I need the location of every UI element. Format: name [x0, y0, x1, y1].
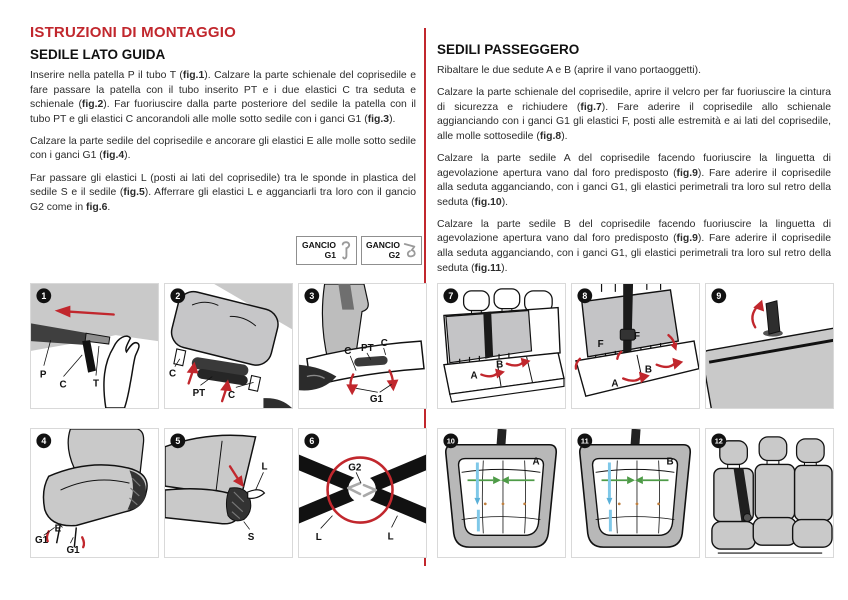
figure-1-label-C: C: [59, 379, 67, 391]
figure-panel-5: [164, 428, 293, 558]
figure-panel-2: [164, 283, 293, 409]
right-column: [437, 42, 831, 284]
hook-legend: [296, 236, 422, 265]
right-paragraph-1: Ribaltare le due sedute A e B (aprire il vano portaoggetti).: [437, 65, 701, 76]
figure-5-illustration: [165, 429, 292, 557]
figure-4-label-G1a: G1: [34, 535, 49, 547]
svg-text:8: 8: [582, 290, 588, 301]
figure-3-illustration: [299, 284, 426, 408]
figure-8-label-A: A: [611, 378, 619, 390]
right-figure-grid: [437, 283, 834, 558]
figure-panel-11: [571, 428, 700, 558]
figure-4-label-E: E: [54, 523, 62, 535]
figure-2-label-C1: C: [168, 368, 177, 380]
figure-panel-10: [437, 428, 566, 558]
figure-3-drawing: [299, 284, 424, 395]
figure-panel-6: [298, 428, 427, 558]
figure-6-illustration: [299, 429, 426, 557]
figure-11-drawing: [580, 429, 690, 547]
figure-7-illustration: [438, 284, 565, 408]
page-title: ISTRUZIONI DI MONTAGGIO: [30, 24, 236, 41]
figure-11-illustration: [572, 429, 699, 557]
figure-5-label-S: S: [247, 532, 255, 544]
figure-12-illustration: [706, 429, 833, 557]
hook-g2-label: GANCIO G2: [366, 240, 400, 260]
figure-6-badge: [304, 433, 319, 448]
figure-2-illustration: [165, 284, 292, 408]
svg-text:1: 1: [41, 290, 47, 301]
figure-6-label-L2: L: [387, 531, 394, 543]
left-paragraph-3: Far passare gli elastici L (posti ai lati del coprisedile) tra le sponde in plastica del sedile S e il sedile (fig.5). Afferrare gli elastici L e agganciarli tra loro con il gancio G2 come in fig.6.: [30, 172, 416, 213]
figure-panel-7: [437, 283, 566, 409]
figure-8-label-F2: F: [634, 331, 641, 343]
figure-3-label-C1: C: [344, 345, 352, 357]
svg-text:9: 9: [716, 290, 722, 301]
figure-10-illustration: [438, 429, 565, 557]
figure-panel-4: [30, 428, 159, 558]
figure-5-label-L: L: [261, 461, 268, 473]
figure-4-illustration: [31, 429, 158, 557]
figure-8-badge: [577, 288, 592, 303]
right-paragraph-4: Calzare la parte sedile B del coprisedile facendo fuoriuscire la linguetta di agevolazione apertura vano dal foro predisposto (fig.9). Fare aderire il coprisedile alla seduta agganciando, con i ganci G1, gli elastici perimetrali tra loro sul retro della seduta (fig.11).: [437, 218, 832, 274]
figure-1-badge: [36, 288, 51, 303]
hook-g1-box: [296, 236, 357, 265]
figure-8-label-F1: F: [597, 338, 604, 350]
figure-panel-9: [705, 283, 834, 409]
figure-10-drawing: [446, 429, 556, 547]
figure-11-badge: [577, 433, 592, 448]
right-section-title: SEDILI PASSEGGERO: [437, 42, 580, 57]
figure-7-badge: [443, 288, 458, 303]
g1-hook-icon: [339, 240, 352, 262]
hook-g2-box: [361, 236, 422, 265]
svg-text:11: 11: [580, 436, 589, 446]
figure-9-drawing: [706, 300, 833, 408]
figure-7-label-A: A: [470, 370, 478, 382]
figure-3-label-G1: G1: [369, 394, 384, 406]
right-paragraph-2: Calzare la parte schienale del coprisedile, aprire il velcro per far fuoriuscire la cintura di sicurezza e richiudere (fig.7). Fare aderire il coprisedile allo schienale aggianciando con i ganci G1 gli elastici F, posti alle estremità e ai lati del coprisedile, alle molle sottosedile (fig.8).: [437, 87, 831, 142]
figure-7-label-B: B: [496, 359, 504, 371]
figure-panel-12: [705, 428, 834, 558]
figure-9-illustration: [706, 284, 833, 408]
figure-4-badge: [36, 433, 51, 448]
left-paragraph-2: Calzare la parte sedile del coprisedile e ancorare gli elastici E alle molle sotto sedile con i ganci G1 (fig.4).: [30, 135, 416, 162]
figure-2-label-C2: C: [228, 390, 236, 402]
figure-8-label-B: B: [644, 364, 652, 376]
figure-2-label-PT: PT: [192, 388, 206, 400]
figure-1-drawing: [31, 284, 158, 408]
left-column: [30, 24, 416, 223]
figure-8-illustration: [572, 284, 699, 408]
g2-hook-icon: [403, 240, 417, 262]
figure-9-badge: [711, 288, 726, 303]
hook-g1-label: GANCIO G1: [302, 240, 336, 260]
svg-text:7: 7: [448, 290, 454, 301]
svg-text:10: 10: [446, 436, 455, 446]
svg-text:12: 12: [714, 436, 723, 446]
svg-text:3: 3: [309, 290, 315, 301]
figure-1-label-T: T: [93, 378, 100, 390]
left-paragraph-1: Inserire nella patella P il tubo T (fig.1). Calzare la parte schienale del coprisedile e fare passare la patella con il tubo inserito PT e i due elastici C tra seduta e schienale (fig.2). Far fuoriuscire dalla parte posteriore del sedile la patella con il tubo PT e gli elastici C ancorandoli alle molle sotto sedile con i ganci G1 (fig.3).: [30, 70, 416, 125]
figure-10-label-A: A: [532, 456, 540, 468]
figure-5-badge: [170, 433, 185, 448]
figure-12-drawing: [712, 437, 832, 553]
figure-6-label-G2: G2: [348, 462, 362, 474]
svg-text:5: 5: [175, 435, 181, 446]
figure-1-label-P: P: [39, 369, 47, 381]
figure-2-badge: [170, 288, 185, 303]
svg-text:4: 4: [41, 435, 47, 446]
figure-3-label-C2: C: [380, 338, 388, 349]
figure-4-label-G1b: G1: [66, 545, 80, 557]
figure-5-drawing: [165, 435, 264, 529]
figure-12-badge: [711, 433, 726, 448]
figure-panel-1: [30, 283, 159, 409]
figure-3-label-PT: PT: [361, 342, 374, 354]
figure-6-label-L1: L: [315, 532, 322, 544]
figure-panel-3: [298, 283, 427, 409]
right-paragraph-3: Calzare la parte sedile A del coprisedile facendo fuoriuscire la linguetta di agevolazione apertura vano dal foro predisposto (fig.9). Fare aderire il coprisedile alla seduta agganciando, con i ganci G1, gli elastici perimetrali tra loro sul retro della seduta (fig.10).: [437, 152, 832, 208]
figure-10-badge: [443, 433, 458, 448]
figure-3-badge: [304, 288, 319, 303]
svg-text:2: 2: [175, 290, 181, 301]
left-section-title: SEDILE LATO GUIDA: [30, 47, 166, 62]
figure-11-label-B: B: [666, 456, 674, 468]
figure-7-drawing: [444, 289, 564, 402]
figure-panel-8: [571, 283, 700, 409]
svg-text:6: 6: [309, 435, 315, 446]
figure-6-drawing: [299, 455, 426, 529]
left-figure-grid: [30, 283, 427, 558]
figure-1-illustration: [31, 284, 158, 408]
